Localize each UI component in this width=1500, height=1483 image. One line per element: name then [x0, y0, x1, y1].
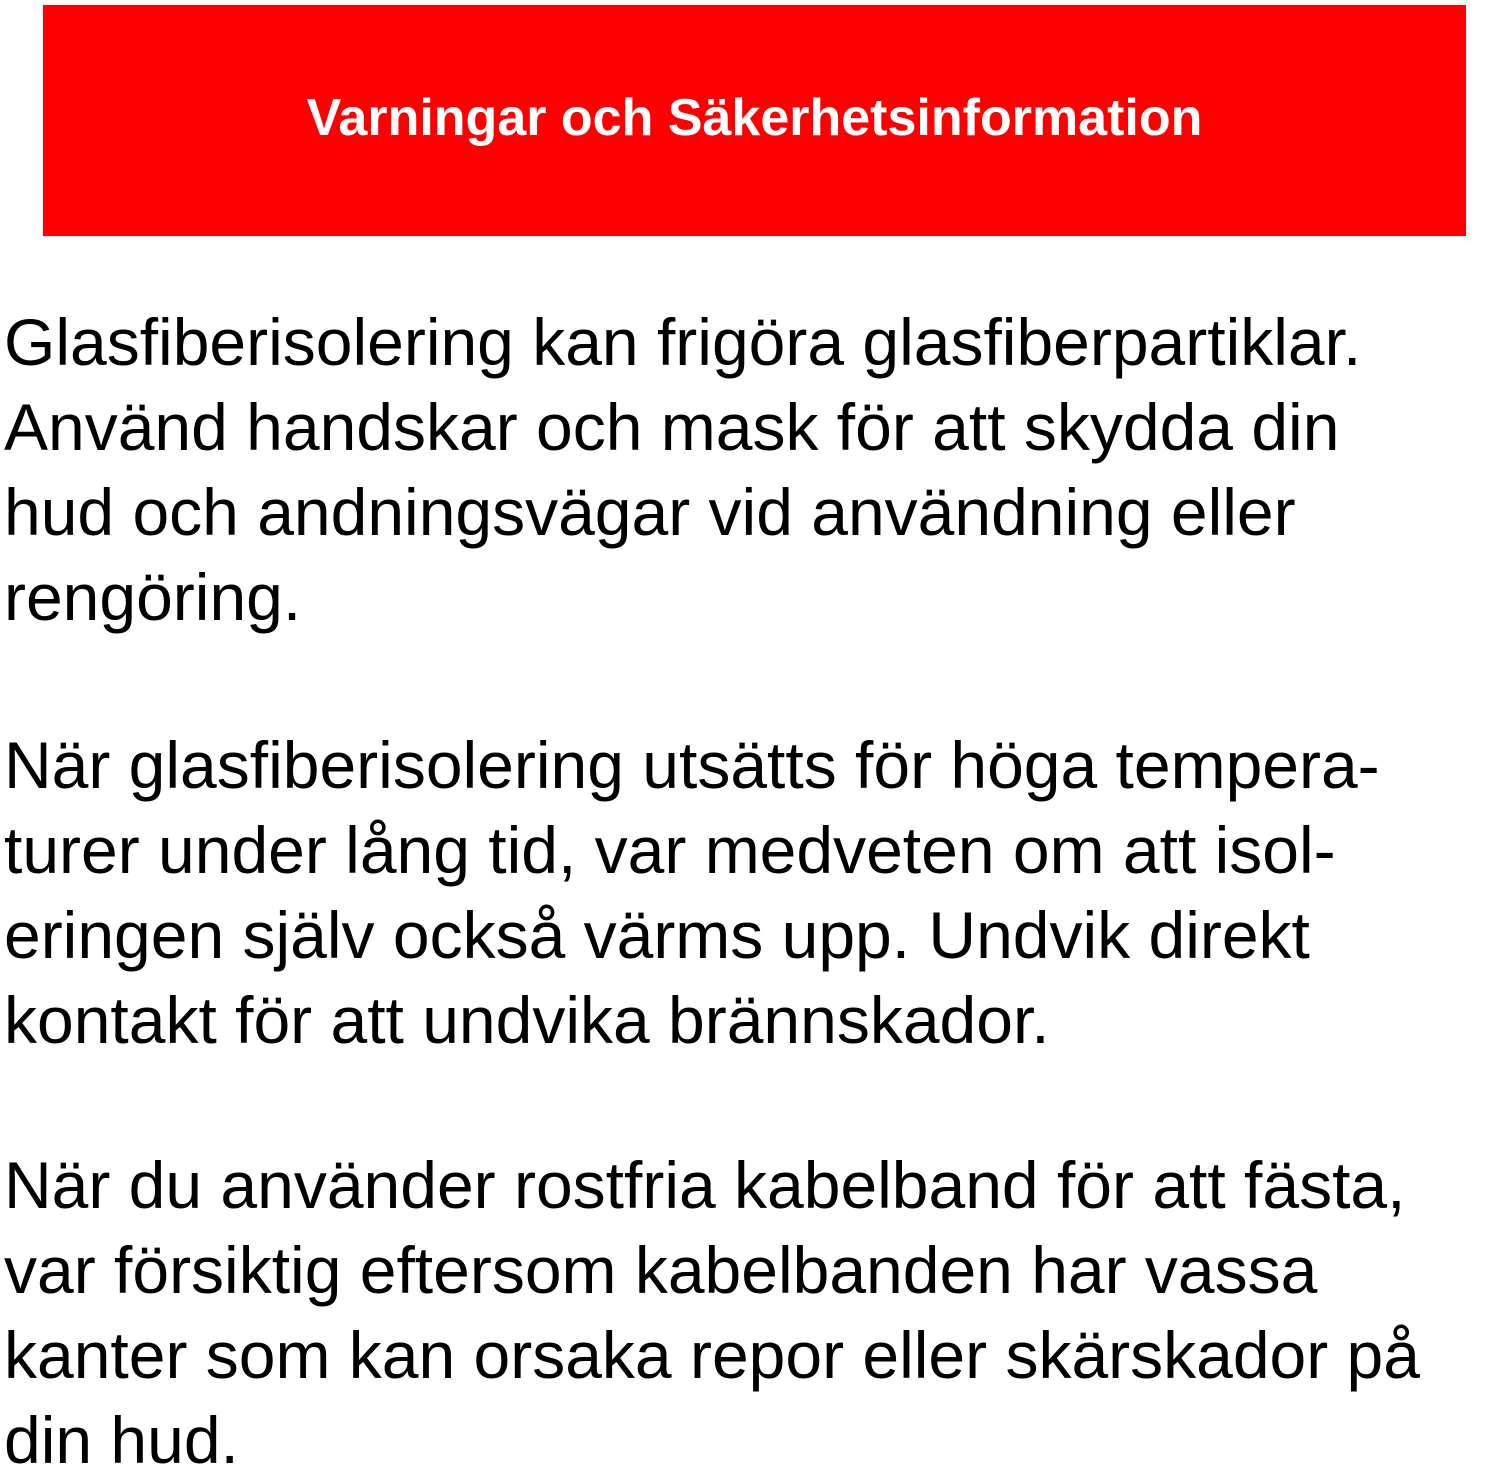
- paragraph-line: Glasfiberisolering kan frigöra glasfiberpartiklar.: [4, 305, 1362, 379]
- paragraph-cable-ties: [4, 1143, 1498, 1483]
- paragraph-line: kontakt för att undvika brännskador.: [4, 983, 1050, 1057]
- banner-title: Varningar och Säkerhetsinformation: [306, 88, 1203, 147]
- paragraph-line: Använd handskar och mask för att skydda din: [4, 390, 1340, 464]
- paragraph-high-temperature: [4, 723, 1498, 1063]
- paragraph-line: turer under lång tid, var medveten om att isol-: [4, 813, 1336, 887]
- paragraph-line: hud och andningsvägar vid användning eller: [4, 475, 1296, 549]
- paragraph-line: rengöring.: [4, 560, 302, 634]
- paragraph-line: din hud.: [4, 1403, 239, 1477]
- paragraph-line: kanter som kan orsaka repor eller skärskador på: [4, 1318, 1420, 1392]
- warning-banner: [43, 5, 1466, 236]
- paragraph-fiberglass-particles: [4, 300, 1498, 640]
- paragraph-line: När du använder rostfria kabelband för att fästa,: [4, 1148, 1406, 1222]
- paragraph-line: var försiktig eftersom kabelbanden har vassa: [4, 1233, 1318, 1307]
- paragraph-line: eringen själv också värms upp. Undvik direkt: [4, 898, 1310, 972]
- paragraph-line: När glasfiberisolering utsätts för höga tempera-: [4, 728, 1380, 802]
